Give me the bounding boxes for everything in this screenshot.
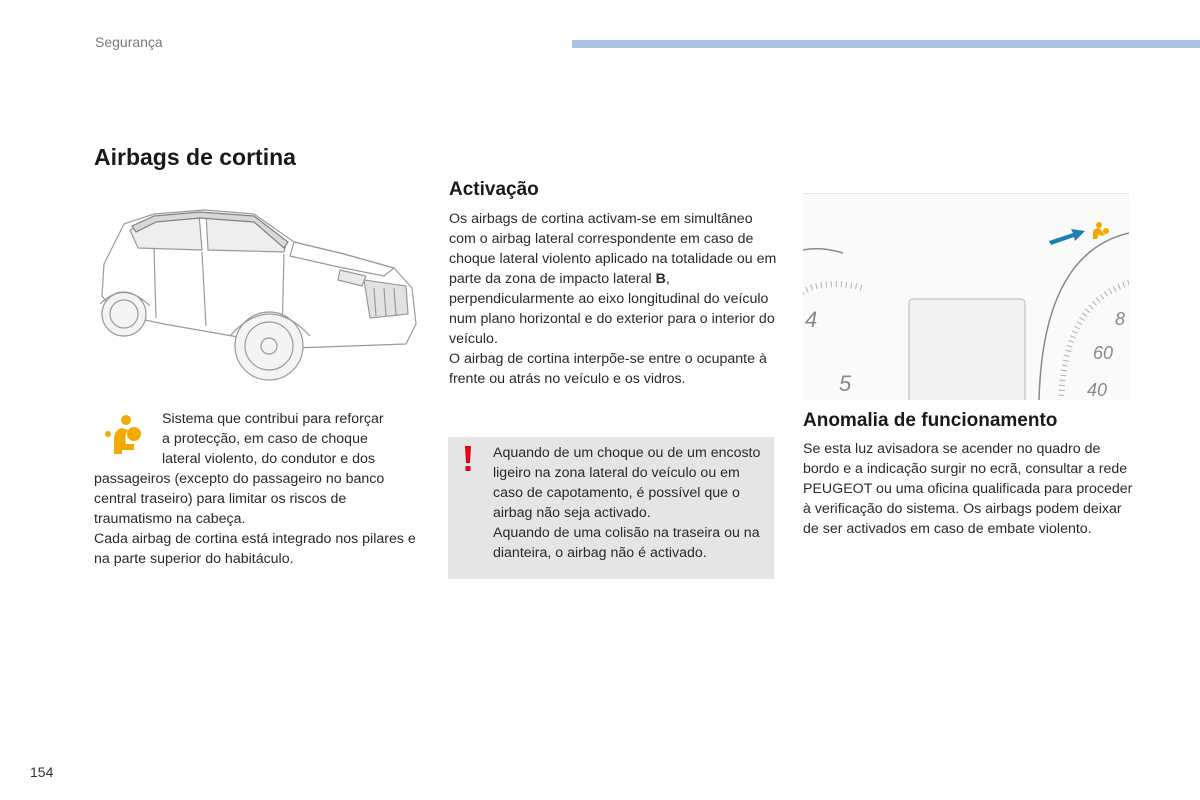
- intro-line-2: a protecção, em caso de choque: [162, 431, 368, 447]
- dial-label-40: 40: [1087, 380, 1108, 400]
- warning-text-1: Aquando de um choque ou de um encosto ligeiro na zona lateral do veículo ou em caso de capotamento, é possível que o airbag não seja activado.: [493, 445, 761, 521]
- intro-paragraph-2: Cada airbag de cortina está integrado nos pilares e na parte superior do habitáculo.: [94, 531, 416, 567]
- header-accent-bar: [572, 40, 1200, 48]
- warning-text: [493, 443, 765, 563]
- dial-label-5: 5: [839, 371, 852, 396]
- warning-text-2: Aquando de uma colisão na traseira ou na dianteira, o airbag não é activado.: [493, 525, 760, 561]
- malfunction-text: Se esta luz avisadora se acender no quadro de bordo e a indicação surgir no ecrã, consultar a rede PEUGEOT ou uma oficina qualificada para proceder à verificação do sistema. Os airbags podem deixar de ser activados em caso de embate violento.: [803, 441, 1133, 537]
- intro-rest: passageiros (excepto do passageiro no banco central traseiro) para limitar os riscos de traumatismo na cabeça.: [94, 471, 385, 527]
- instrument-cluster-illustration: [803, 193, 1129, 400]
- exclamation-icon: [462, 446, 474, 472]
- intro-line-1: Sistema que contribui para reforçar: [162, 411, 384, 427]
- page-title: Airbags de cortina: [94, 144, 296, 170]
- activation-text-part2: , perpendicularmente ao eixo longitudinal do veículo num plano horizontal e do exterior para o interior do veículo.: [449, 271, 775, 347]
- intro-text: [94, 409, 416, 569]
- page-number: 154: [30, 764, 54, 780]
- activation-text-part1: Os airbags de cortina activam-se em simultâneo com o airbag lateral correspondente em caso de choque lateral violento aplicado na totalidade ou em parte da zona de impacto lateral: [449, 211, 777, 287]
- airbag-warning-light-icon: [1093, 222, 1109, 239]
- impact-zone-label: B: [655, 271, 666, 287]
- intro-line-3: lateral violento, do condutor e dos: [162, 451, 375, 467]
- pointer-arrow-icon: [1049, 229, 1085, 245]
- malfunction-heading: Anomalia de funcionamento: [803, 410, 1058, 431]
- activation-heading: Activação: [449, 179, 539, 200]
- activation-text: [449, 209, 779, 389]
- dial-label-4: 4: [805, 307, 818, 332]
- car-side-airbag-illustration: [94, 196, 424, 392]
- dial-label-8: 8: [1115, 309, 1126, 329]
- activation-paragraph-2: O airbag de cortina interpõe-se entre o ocupante à frente ou atrás no veículo e os vidros.: [449, 351, 767, 387]
- dial-label-60: 60: [1093, 343, 1114, 363]
- section-label: Segurança: [95, 34, 163, 50]
